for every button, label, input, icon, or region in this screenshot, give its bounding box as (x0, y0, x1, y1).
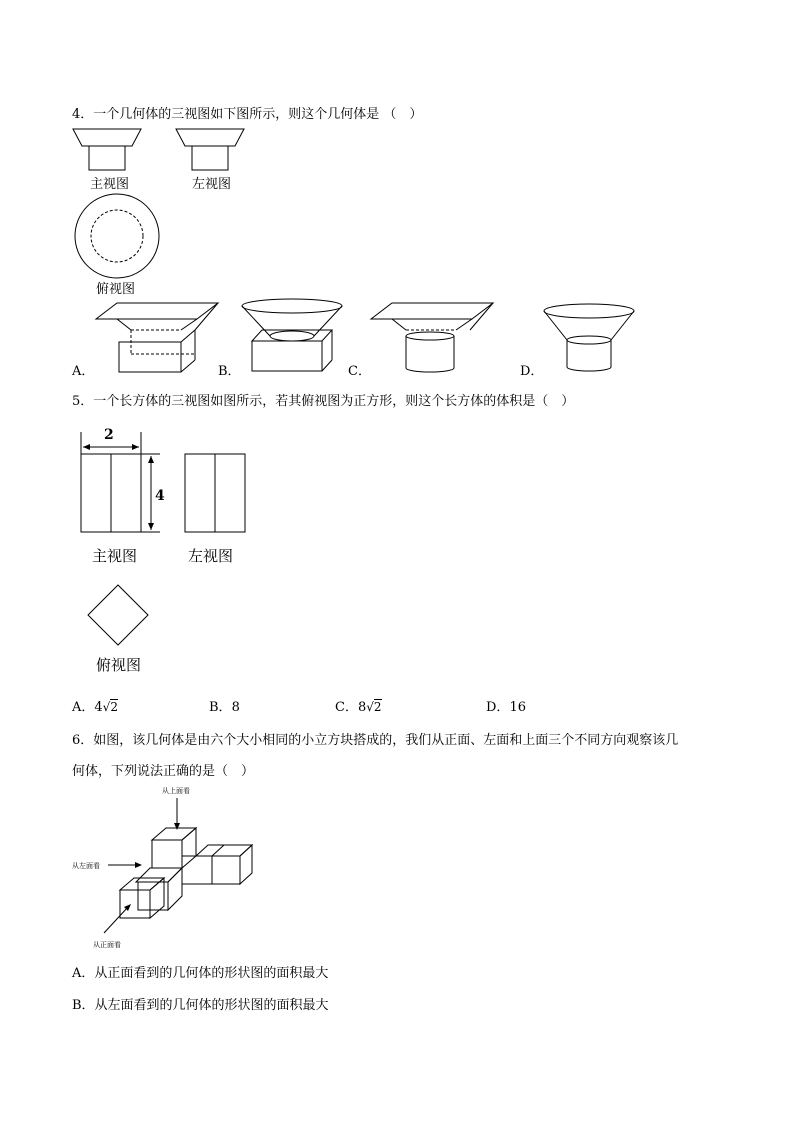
q5-top-label: 俯视图 (96, 656, 142, 674)
q5-option-c-radicand: 2 (373, 700, 382, 714)
q5-option-a-radicand: 2 (110, 700, 118, 714)
sqrt-icon: √ (366, 700, 374, 714)
sqrt-icon: √ (102, 700, 111, 714)
q4-front-view (72, 128, 142, 172)
q5-option-a-letter: A． (72, 700, 95, 715)
q5-option-c-letter: C． (335, 700, 358, 715)
q5-left-view (184, 454, 246, 534)
q4-top-label: 俯视图 (96, 282, 136, 297)
q4-option-c[interactable]: C． (348, 364, 371, 379)
q6-stem-line1: 6．如图，该几何体是由六个大小相同的小立方块搭成的，我们从正面、左面和上面三个不同方向观察该几 (72, 733, 679, 748)
q6-label-top: 从上面看 (162, 787, 190, 795)
q4-left-label: 左视图 (192, 177, 232, 192)
q5-dim-width: 2 (104, 427, 114, 443)
q4-option-a-figure (95, 302, 220, 374)
q5-option-c[interactable] (335, 696, 382, 715)
q4-option-b[interactable]: B． (218, 364, 241, 379)
q5-front-label: 主视图 (92, 547, 138, 565)
q4-option-d[interactable]: D． (520, 364, 544, 379)
q4-stem: 4．一个几何体的三视图如下图所示，则这个几何体是 （ ） (72, 107, 423, 122)
q4-option-b-figure (240, 298, 350, 374)
q5-top-view (87, 584, 151, 648)
q4-left-view (175, 128, 245, 172)
q5-option-d[interactable] (486, 696, 526, 715)
q5-option-d-letter: D． (486, 700, 510, 715)
q4-option-a[interactable]: A． (72, 364, 95, 379)
q6-stem-line2: 何体，下列说法正确的是（ ） (72, 764, 255, 779)
q5-dim-height: 4 (155, 488, 165, 504)
q6-option-b[interactable]: B．从左面看到的几何体的形状图的面积最大 (72, 998, 329, 1013)
q5-option-b-letter: B． (209, 700, 232, 715)
q5-option-a-coef: 4 (94, 700, 103, 715)
q4-option-c-figure (370, 302, 495, 374)
q5-left-label: 左视图 (188, 547, 234, 565)
q6-label-front: 从正面看 (93, 941, 121, 949)
q6-cube-figure (100, 790, 260, 940)
q4-option-d-figure (542, 302, 642, 374)
q5-option-c-coef: 8 (357, 700, 367, 715)
q5-front-view (72, 428, 172, 536)
q5-option-b[interactable] (209, 696, 240, 715)
q4-front-label: 主视图 (90, 177, 130, 192)
q6-option-a[interactable]: A．从正面看到的几何体的形状图的面积最大 (72, 966, 329, 981)
q5-option-d-value: 16 (509, 700, 526, 715)
q5-stem: 5．一个长方体的三视图如图所示，若其俯视图为正方形，则这个长方体的体积是（ ） (72, 394, 575, 409)
q5-option-b-value: 8 (231, 700, 240, 715)
q4-top-view (74, 193, 160, 279)
q6-label-left: 从左面看 (72, 862, 100, 870)
q5-option-a[interactable] (72, 696, 118, 715)
